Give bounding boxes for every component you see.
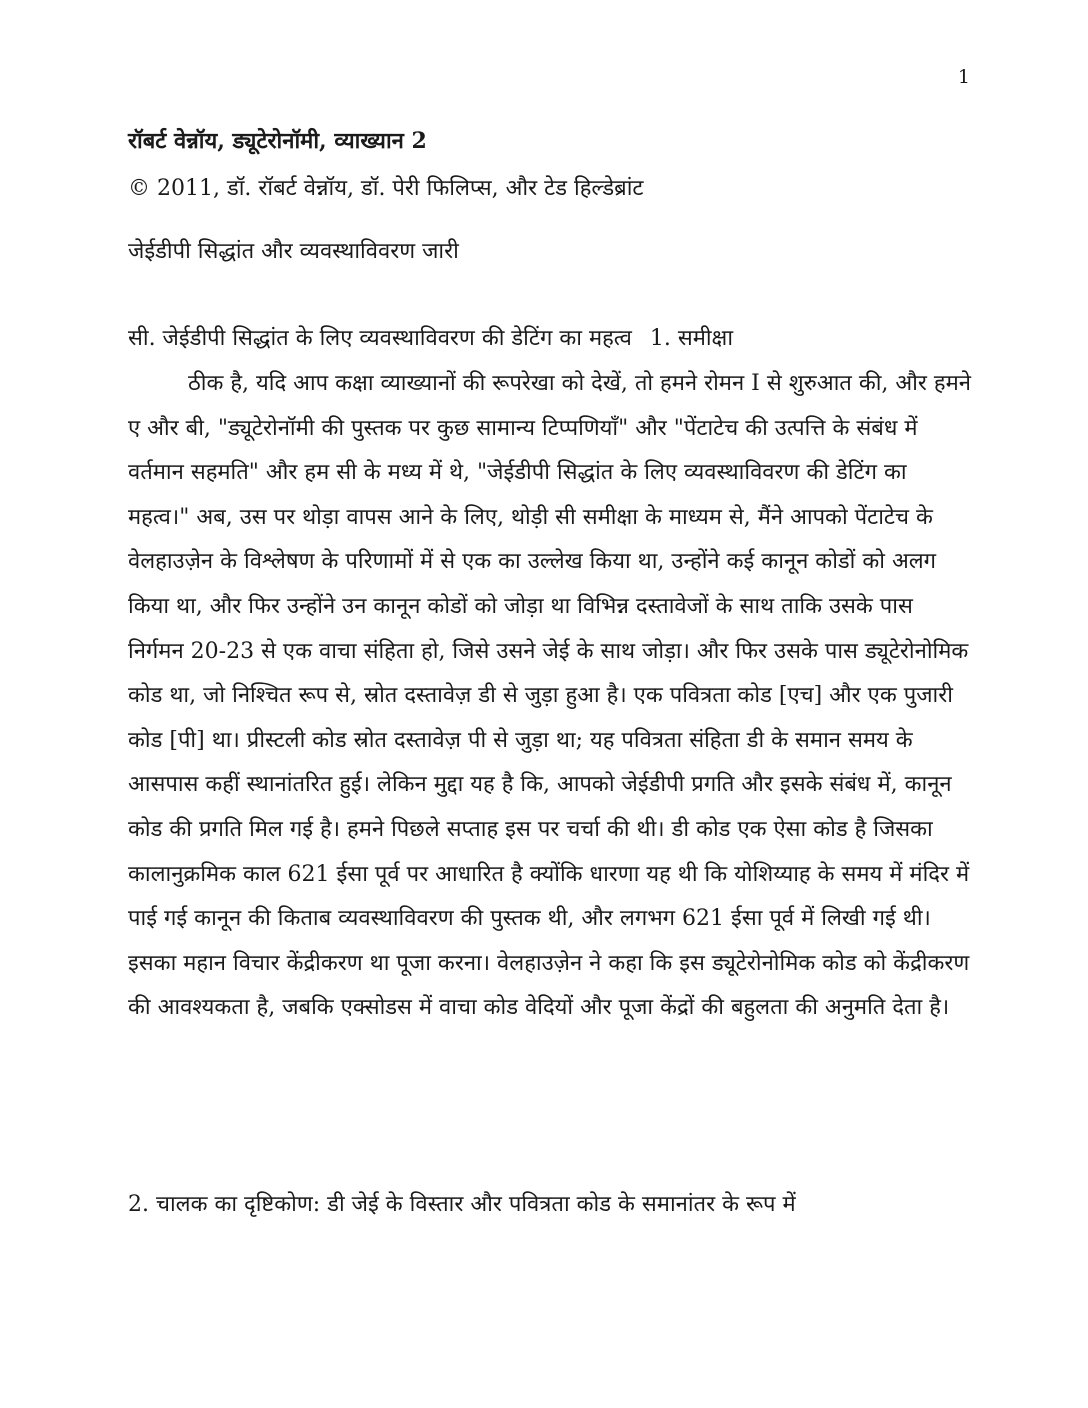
section-2-heading: 2. चालक का दृष्टिकोण: डी जेई के विस्तार और पवित्रता कोड के समानांतर के रूप में — [128, 1192, 796, 1217]
copyright-line: © 2011, डॉ. रॉबर्ट वेन्नॉय, डॉ. पेरी फिलिप्स, और टेड हिल्डेब्रांट — [128, 176, 644, 201]
section-c-subheading: 1. समीक्षा — [649, 326, 734, 351]
section-c-heading — [128, 322, 733, 352]
section-c-title: सी. जेईडीपी सिद्धांत के लिए व्यवस्थाविवरण की डेटिंग का महत्व — [128, 326, 632, 351]
page-number: 1 — [957, 66, 970, 88]
lecture-subtitle: जेईडीपी सिद्धांत और व्यवस्थाविवरण जारी — [128, 239, 459, 264]
body-paragraph: ठीक है, यदि आप कक्षा व्याख्यानों की रूपरेखा को देखें, तो हमने रोमन I से शुरुआत की, और हमने ए और बी, "ड्यूटेरोनॉमी की पुस्तक पर कुछ सामान्य टिप्पणियाँ" और "पेंटाटेच की उत्पत्ति के संबंध में वर्तमान सहमति" और हम सी के मध्य में थे, "जेईडीपी सिद्धांत के लिए व्यवस्थाविवरण की डेटिंग का महत्व।" अब, उस पर थोड़ा वापस आने के लिए, थोड़ी सी समीक्षा के माध्यम से, मैंने आपको पेंटाटेच के वेलहाउज़ेन के विश्लेषण के परिणामों में से एक का उल्लेख किया था, उन्होंने कई कानून कोडों को अलग किया था, और फिर उन्होंने उन कानून कोडों को जोड़ा था विभिन्न दस्तावेजों के साथ ताकि उसके पास निर्गमन 20-23 से एक वाचा संहिता हो, जिसे उसने जेई के साथ जोड़ा। और फिर उसके पास ड्यूटेरोनोमिक कोड था, जो निश्चित रूप से, स्रोत दस्तावेज़ डी से जुड़ा हुआ है। एक पवित्रता कोड [एच] और एक पुजारी कोड [पी] था। प्रीस्टली कोड स्रोत दस्तावेज़ पी से जुड़ा था; यह पवित्रता संहिता डी के समान समय के आसपास कहीं स्थानांतरित हुई। लेकिन मुद्दा यह है कि, आपको जेईडीपी प्रगति और इसके संबंध में, कानून कोड की प्रगति मिल गई है। हमने पिछले सप्ताह इस पर चर्चा की थी। डी कोड एक ऐसा कोड है जिसका कालानुक्रमिक काल 621 ईसा पूर्व पर आधारित है क्योंकि धारणा यह थी कि योशिय्याह के समय में मंदिर में पाई गई कानून की किताब व्यवस्थाविवरण की पुस्तक थी, और लगभग 621 ईसा पूर्व में लिखी गई थी। इसका महान विचार केंद्रीकरण था पूजा करना। वेलहाउज़ेन ने कहा कि इस ड्यूटेरोनोमिक कोड को केंद्रीकरण की आवश्यकता है, जबकि एक्सोडस में वाचा कोड वेदियों और पूजा केंद्रों की बहुलता की अनुमति देता है। — [128, 371, 971, 1021]
document-title: रॉबर्ट वेन्नॉय, ड्यूटेरोनॉमी, व्याख्यान 2 — [128, 128, 427, 154]
